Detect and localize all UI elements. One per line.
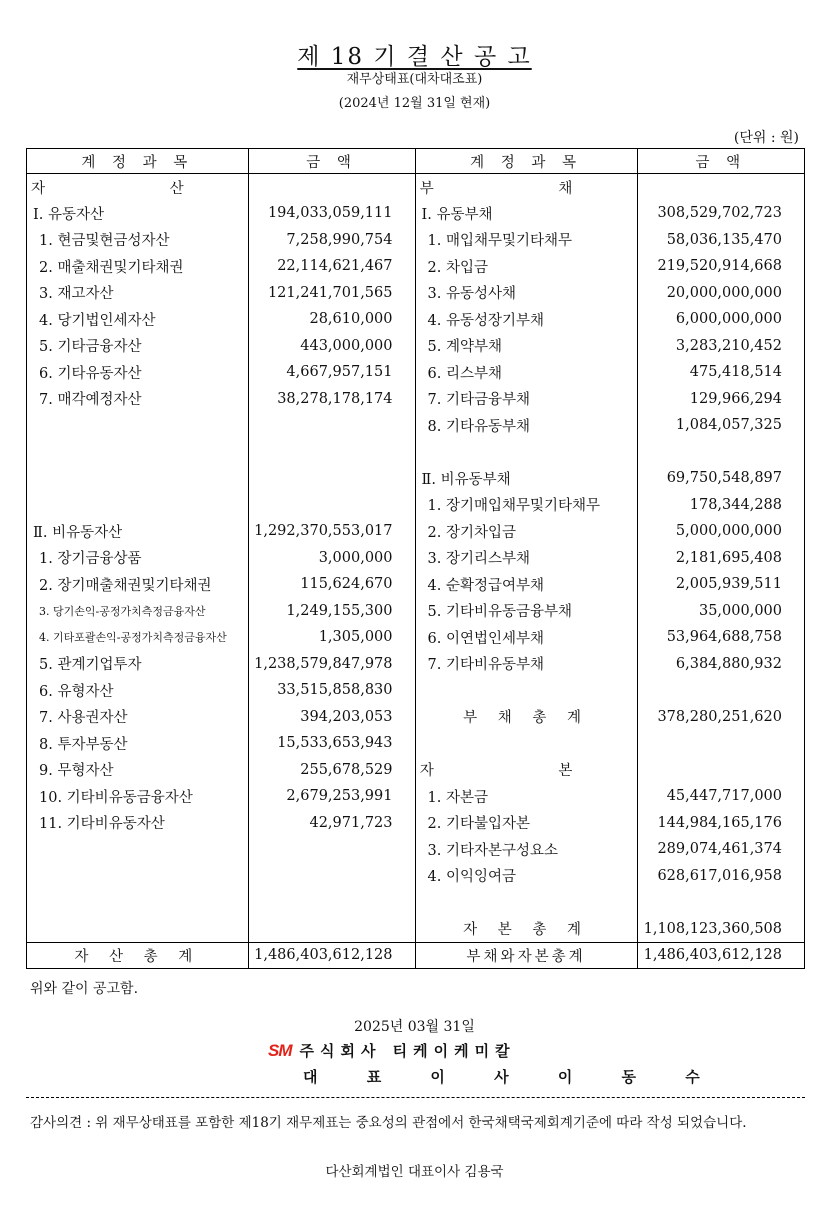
liability-account: 1. 장기매입채무및기타채무 <box>415 492 637 519</box>
asset-amount: 38,278,178,174 <box>248 386 415 413</box>
liability-account: 2. 차입금 <box>415 253 637 280</box>
asset-account: 2. 장기매출채권및기타채권 <box>27 571 249 598</box>
table-row <box>27 174 805 201</box>
statement-date: (2024년 12월 31일 현재) <box>338 96 491 111</box>
asset-account: 8. 투자부동산 <box>27 730 249 757</box>
table-row <box>27 333 805 360</box>
liability-account <box>415 439 637 466</box>
table-row <box>27 783 805 810</box>
table-row <box>27 492 805 519</box>
notice-text: 위와 같이 공고함. <box>30 981 139 997</box>
asset-account: 1. 현금및현금성자산 <box>27 227 249 254</box>
liability-amount: 6,000,000,000 <box>675 311 782 328</box>
asset-account: 2. 매출채권및기타채권 <box>27 253 249 280</box>
liability-amount: 178,344,288 <box>689 496 782 513</box>
ceo-name: 대 표 이 사 이 동 수 <box>303 1068 722 1086</box>
liability-amount: 308,529,702,723 <box>657 205 782 222</box>
asset-amount: 28,610,000 <box>248 306 415 333</box>
auditor-name: 다산회계법인 대표이사 김용국 <box>325 1164 504 1180</box>
table-row <box>27 306 805 333</box>
liability-account: 5. 기타비유동금융부채 <box>415 598 637 625</box>
table-row <box>27 624 805 651</box>
header-amount-left: 금 액 <box>248 149 415 174</box>
liability-amount: 2,005,939,511 <box>675 576 782 593</box>
asset-account <box>27 863 249 890</box>
audit-opinion: 감사의견 : 위 재무상태표를 포함한 제18기 재무제표는 중요성의 관점에서 한국채택국제회계기준에 따라 작성 되었습니다. <box>30 1115 747 1131</box>
table-row <box>27 545 805 572</box>
asset-amount: 22,114,621,467 <box>248 253 415 280</box>
table-row <box>27 598 805 625</box>
statement-subtitle: 재무상태표(대차대조표) <box>346 72 483 87</box>
table-row <box>27 412 805 439</box>
table-row <box>27 359 805 386</box>
asset-amount: 3,000,000 <box>248 545 415 572</box>
asset-account <box>27 412 249 439</box>
liability-account: 3. 기타자본구성요소 <box>415 836 637 863</box>
table-header-row <box>27 149 805 174</box>
asset-account: 10. 기타비유동금융자산 <box>27 783 249 810</box>
asset-account <box>27 889 249 916</box>
liability-account: 5. 계약부채 <box>415 333 637 360</box>
liability-account: 부 채 <box>415 174 637 201</box>
asset-amount: 33,515,858,830 <box>248 677 415 704</box>
asset-account: 6. 유형자산 <box>27 677 249 704</box>
asset-amount: 4,667,957,151 <box>248 359 415 386</box>
liability-account: 자 본 총 계 <box>415 916 637 943</box>
divider <box>26 1097 805 1098</box>
asset-amount: 115,624,670 <box>248 571 415 598</box>
liability-amount: 2,181,695,408 <box>675 549 782 566</box>
liability-amount: 1,108,123,360,508 <box>643 920 782 937</box>
asset-amount: 394,203,053 <box>248 704 415 731</box>
liability-account: 2. 장기차입금 <box>415 518 637 545</box>
liability-account: 1. 자본금 <box>415 783 637 810</box>
asset-amount <box>248 174 415 201</box>
asset-amount: 42,971,723 <box>248 810 415 837</box>
total-assets-value: 1,486,403,612,128 <box>248 942 415 969</box>
asset-account: 6. 기타유동자산 <box>27 359 249 386</box>
liability-account: 4. 이익잉여금 <box>415 863 637 890</box>
table-row <box>27 677 805 704</box>
liability-amount: 69,750,548,897 <box>666 470 782 487</box>
asset-account: 4. 기타포괄손익-공정가치측정금융자산 <box>27 624 249 651</box>
asset-amount <box>248 889 415 916</box>
asset-amount: 1,305,000 <box>248 624 415 651</box>
header-amount-right: 금 액 <box>637 149 804 174</box>
liability-amount: 1,084,057,325 <box>675 417 782 434</box>
liability-amount: 144,984,165,176 <box>657 814 782 831</box>
table-row <box>27 571 805 598</box>
asset-account: 자 산 <box>27 174 249 201</box>
table-row <box>27 200 805 227</box>
table-row <box>27 439 805 466</box>
liability-account <box>415 730 637 757</box>
liability-amount <box>637 757 804 784</box>
company-logo: SM <box>268 1041 292 1060</box>
liability-account: 4. 순확정급여부채 <box>415 571 637 598</box>
table-row <box>27 386 805 413</box>
asset-account: 1. 장기금융상품 <box>27 545 249 572</box>
asset-amount: 7,258,990,754 <box>248 227 415 254</box>
asset-amount: 15,533,653,943 <box>248 730 415 757</box>
table-row <box>27 704 805 731</box>
asset-amount <box>248 863 415 890</box>
liability-account: 부 채 총 계 <box>415 704 637 731</box>
liability-account: 3. 유동성사채 <box>415 280 637 307</box>
asset-account <box>27 439 249 466</box>
asset-amount: 2,679,253,991 <box>248 783 415 810</box>
liability-account: 4. 유동성장기부채 <box>415 306 637 333</box>
unit-label: (단위 : 원) <box>733 130 799 146</box>
table-row <box>27 465 805 492</box>
liability-account: 8. 기타유동부채 <box>415 412 637 439</box>
liability-amount: 5,000,000,000 <box>675 523 782 540</box>
asset-amount: 121,241,701,565 <box>248 280 415 307</box>
asset-amount: 1,292,370,553,017 <box>248 518 415 545</box>
table-row <box>27 227 805 254</box>
liability-account: Ⅰ. 유동부채 <box>415 200 637 227</box>
liability-account <box>415 889 637 916</box>
liability-amount <box>637 174 804 201</box>
total-assets-label: 자 산 총 계 <box>27 942 249 969</box>
liability-amount <box>637 439 804 466</box>
asset-account: 7. 매각예정자산 <box>27 386 249 413</box>
asset-amount <box>248 916 415 943</box>
table-row <box>27 730 805 757</box>
liability-account: 자 본 <box>415 757 637 784</box>
asset-amount <box>248 492 415 519</box>
asset-amount <box>248 465 415 492</box>
asset-amount <box>248 836 415 863</box>
table-row <box>27 651 805 678</box>
liability-amount <box>637 889 804 916</box>
liability-account: 6. 이연법인세부채 <box>415 624 637 651</box>
asset-account: Ⅰ. 유동자산 <box>27 200 249 227</box>
asset-account: 5. 기타금융자산 <box>27 333 249 360</box>
header-account-left: 계 정 과 목 <box>27 149 249 174</box>
table-row <box>27 889 805 916</box>
asset-amount: 194,033,059,111 <box>248 200 415 227</box>
table-row <box>27 280 805 307</box>
liability-amount: 378,280,251,620 <box>657 708 782 725</box>
liability-account: 7. 기타금융부채 <box>415 386 637 413</box>
liability-account: 3. 장기리스부채 <box>415 545 637 572</box>
liability-amount: 6,384,880,932 <box>675 655 782 672</box>
total-liab-equity-value: 1,486,403,612,128 <box>637 942 804 969</box>
liability-amount: 3,283,210,452 <box>675 337 782 354</box>
liability-account: 1. 매입채무및기타채무 <box>415 227 637 254</box>
header-account-right: 계 정 과 목 <box>415 149 637 174</box>
liability-amount: 219,520,914,668 <box>657 258 782 275</box>
asset-account <box>27 836 249 863</box>
asset-account: 3. 재고자산 <box>27 280 249 307</box>
asset-account <box>27 916 249 943</box>
liability-amount <box>637 677 804 704</box>
liability-account: 6. 리스부채 <box>415 359 637 386</box>
asset-account: 4. 당기법인세자산 <box>27 306 249 333</box>
asset-amount: 1,249,155,300 <box>248 598 415 625</box>
balance-sheet-table <box>26 148 805 969</box>
liability-account: 2. 기타불입자본 <box>415 810 637 837</box>
asset-account: Ⅱ. 비유동자산 <box>27 518 249 545</box>
announce-date: 2025년 03월 31일 <box>354 1019 475 1035</box>
asset-amount: 443,000,000 <box>248 333 415 360</box>
liability-amount <box>637 730 804 757</box>
table-row <box>27 253 805 280</box>
asset-account: 9. 무형자산 <box>27 757 249 784</box>
total-row <box>27 942 805 969</box>
table-row <box>27 836 805 863</box>
table-row <box>27 757 805 784</box>
company-name <box>268 1040 516 1061</box>
asset-amount <box>248 439 415 466</box>
liability-account: Ⅱ. 비유동부채 <box>415 465 637 492</box>
table-row <box>27 916 805 943</box>
liability-amount: 475,418,514 <box>689 364 782 381</box>
asset-account: 7. 사용권자산 <box>27 704 249 731</box>
liability-account: 7. 기타비유동부채 <box>415 651 637 678</box>
asset-amount: 255,678,529 <box>248 757 415 784</box>
liability-amount: 45,447,717,000 <box>666 788 782 805</box>
page-title: 제 18 기 결 산 공 고 <box>297 44 532 70</box>
asset-amount <box>248 412 415 439</box>
liability-amount: 58,036,135,470 <box>666 231 782 248</box>
liability-amount: 20,000,000,000 <box>666 284 782 301</box>
asset-amount: 1,238,579,847,978 <box>248 651 415 678</box>
company-name-text: 주식회사 티케이케미칼 <box>299 1042 516 1060</box>
asset-account: 3. 당기손익-공정가치측정금융자산 <box>27 598 249 625</box>
liability-amount: 53,964,688,758 <box>666 629 782 646</box>
total-liab-equity-label: 부채와자본총계 <box>415 942 637 969</box>
asset-account <box>27 465 249 492</box>
table-row <box>27 518 805 545</box>
asset-account: 11. 기타비유동자산 <box>27 810 249 837</box>
liability-amount: 35,000,000 <box>698 602 782 619</box>
liability-amount: 628,617,016,958 <box>657 867 782 884</box>
liability-amount: 129,966,294 <box>689 390 782 407</box>
liability-amount: 289,074,461,374 <box>657 841 782 858</box>
asset-account: 5. 관계기업투자 <box>27 651 249 678</box>
asset-account <box>27 492 249 519</box>
table-row <box>27 810 805 837</box>
table-row <box>27 863 805 890</box>
liability-account <box>415 677 637 704</box>
